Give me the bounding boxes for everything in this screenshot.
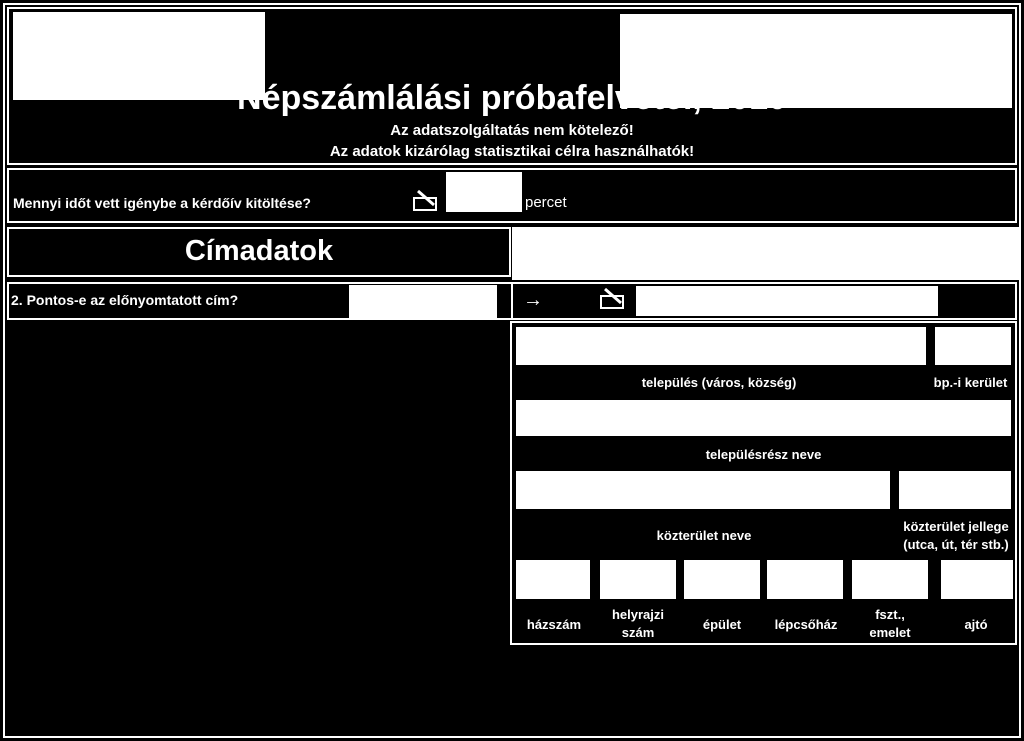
minutes-input[interactable]: [446, 172, 522, 212]
question2-row: [7, 282, 1017, 320]
time-question-label: Mennyi időt vett igénybe a kérdőív kitöltése?: [13, 195, 311, 211]
time-question-row: [7, 168, 1017, 223]
staircase-label: lépcsőház: [774, 617, 838, 632]
house-number-label: házszám: [526, 617, 582, 632]
settlement-part-label: településrész neve: [705, 447, 822, 462]
form-subtitle-statistical: Az adatok kizárólag statisztikai célra használhatók!: [329, 143, 695, 160]
street-type-label-line1: közterület jellege: [903, 519, 1009, 534]
settlement-part-input[interactable]: [516, 400, 1011, 436]
section-right-blank: [512, 227, 1020, 280]
question2-divider: [511, 284, 513, 318]
lot-number-input[interactable]: [600, 560, 676, 599]
address-block: [510, 321, 1017, 645]
door-input[interactable]: [941, 560, 1013, 599]
street-name-input[interactable]: [516, 471, 890, 509]
arrow-right-icon: →: [523, 289, 543, 311]
staircase-input[interactable]: [767, 560, 843, 599]
floor-input[interactable]: [852, 560, 928, 599]
district-input[interactable]: [935, 327, 1011, 365]
minutes-unit: percet: [525, 194, 567, 211]
header-box: [7, 7, 1017, 165]
lot-number-label-line1: helyrajzi: [611, 607, 665, 622]
floor-label-line2: emelet: [869, 625, 911, 640]
street-name-label: közterület neve: [656, 528, 752, 543]
settlement-label: település (város, község): [641, 375, 797, 390]
lot-number-label-line2: szám: [621, 625, 655, 640]
pen-writing-icon: [412, 188, 440, 212]
building-input[interactable]: [684, 560, 760, 599]
form-title: Népszámlálási próbafelvétel, 2010: [237, 79, 787, 117]
pen-writing-icon: [599, 286, 627, 310]
question2-label: 2. Pontos-e az előnyomtatott cím?: [11, 292, 239, 308]
floor-label-line1: fszt.,: [875, 607, 905, 622]
settlement-input[interactable]: [516, 327, 926, 365]
building-label: épület: [702, 617, 742, 632]
street-type-label-line2: (utca, út, tér stb.): [903, 537, 1009, 552]
door-label: ajtó: [964, 617, 988, 632]
house-number-input[interactable]: [516, 560, 590, 599]
section-title: Címadatok: [184, 235, 334, 267]
corrected-address-box[interactable]: [636, 286, 938, 316]
form-subtitle-voluntary: Az adatszolgáltatás nem kötelező!: [390, 122, 634, 139]
district-label: bp.-i kerület: [933, 375, 1008, 390]
section-title-box: [7, 227, 511, 277]
question2-answer-box[interactable]: [349, 285, 497, 318]
street-type-input[interactable]: [899, 471, 1011, 509]
